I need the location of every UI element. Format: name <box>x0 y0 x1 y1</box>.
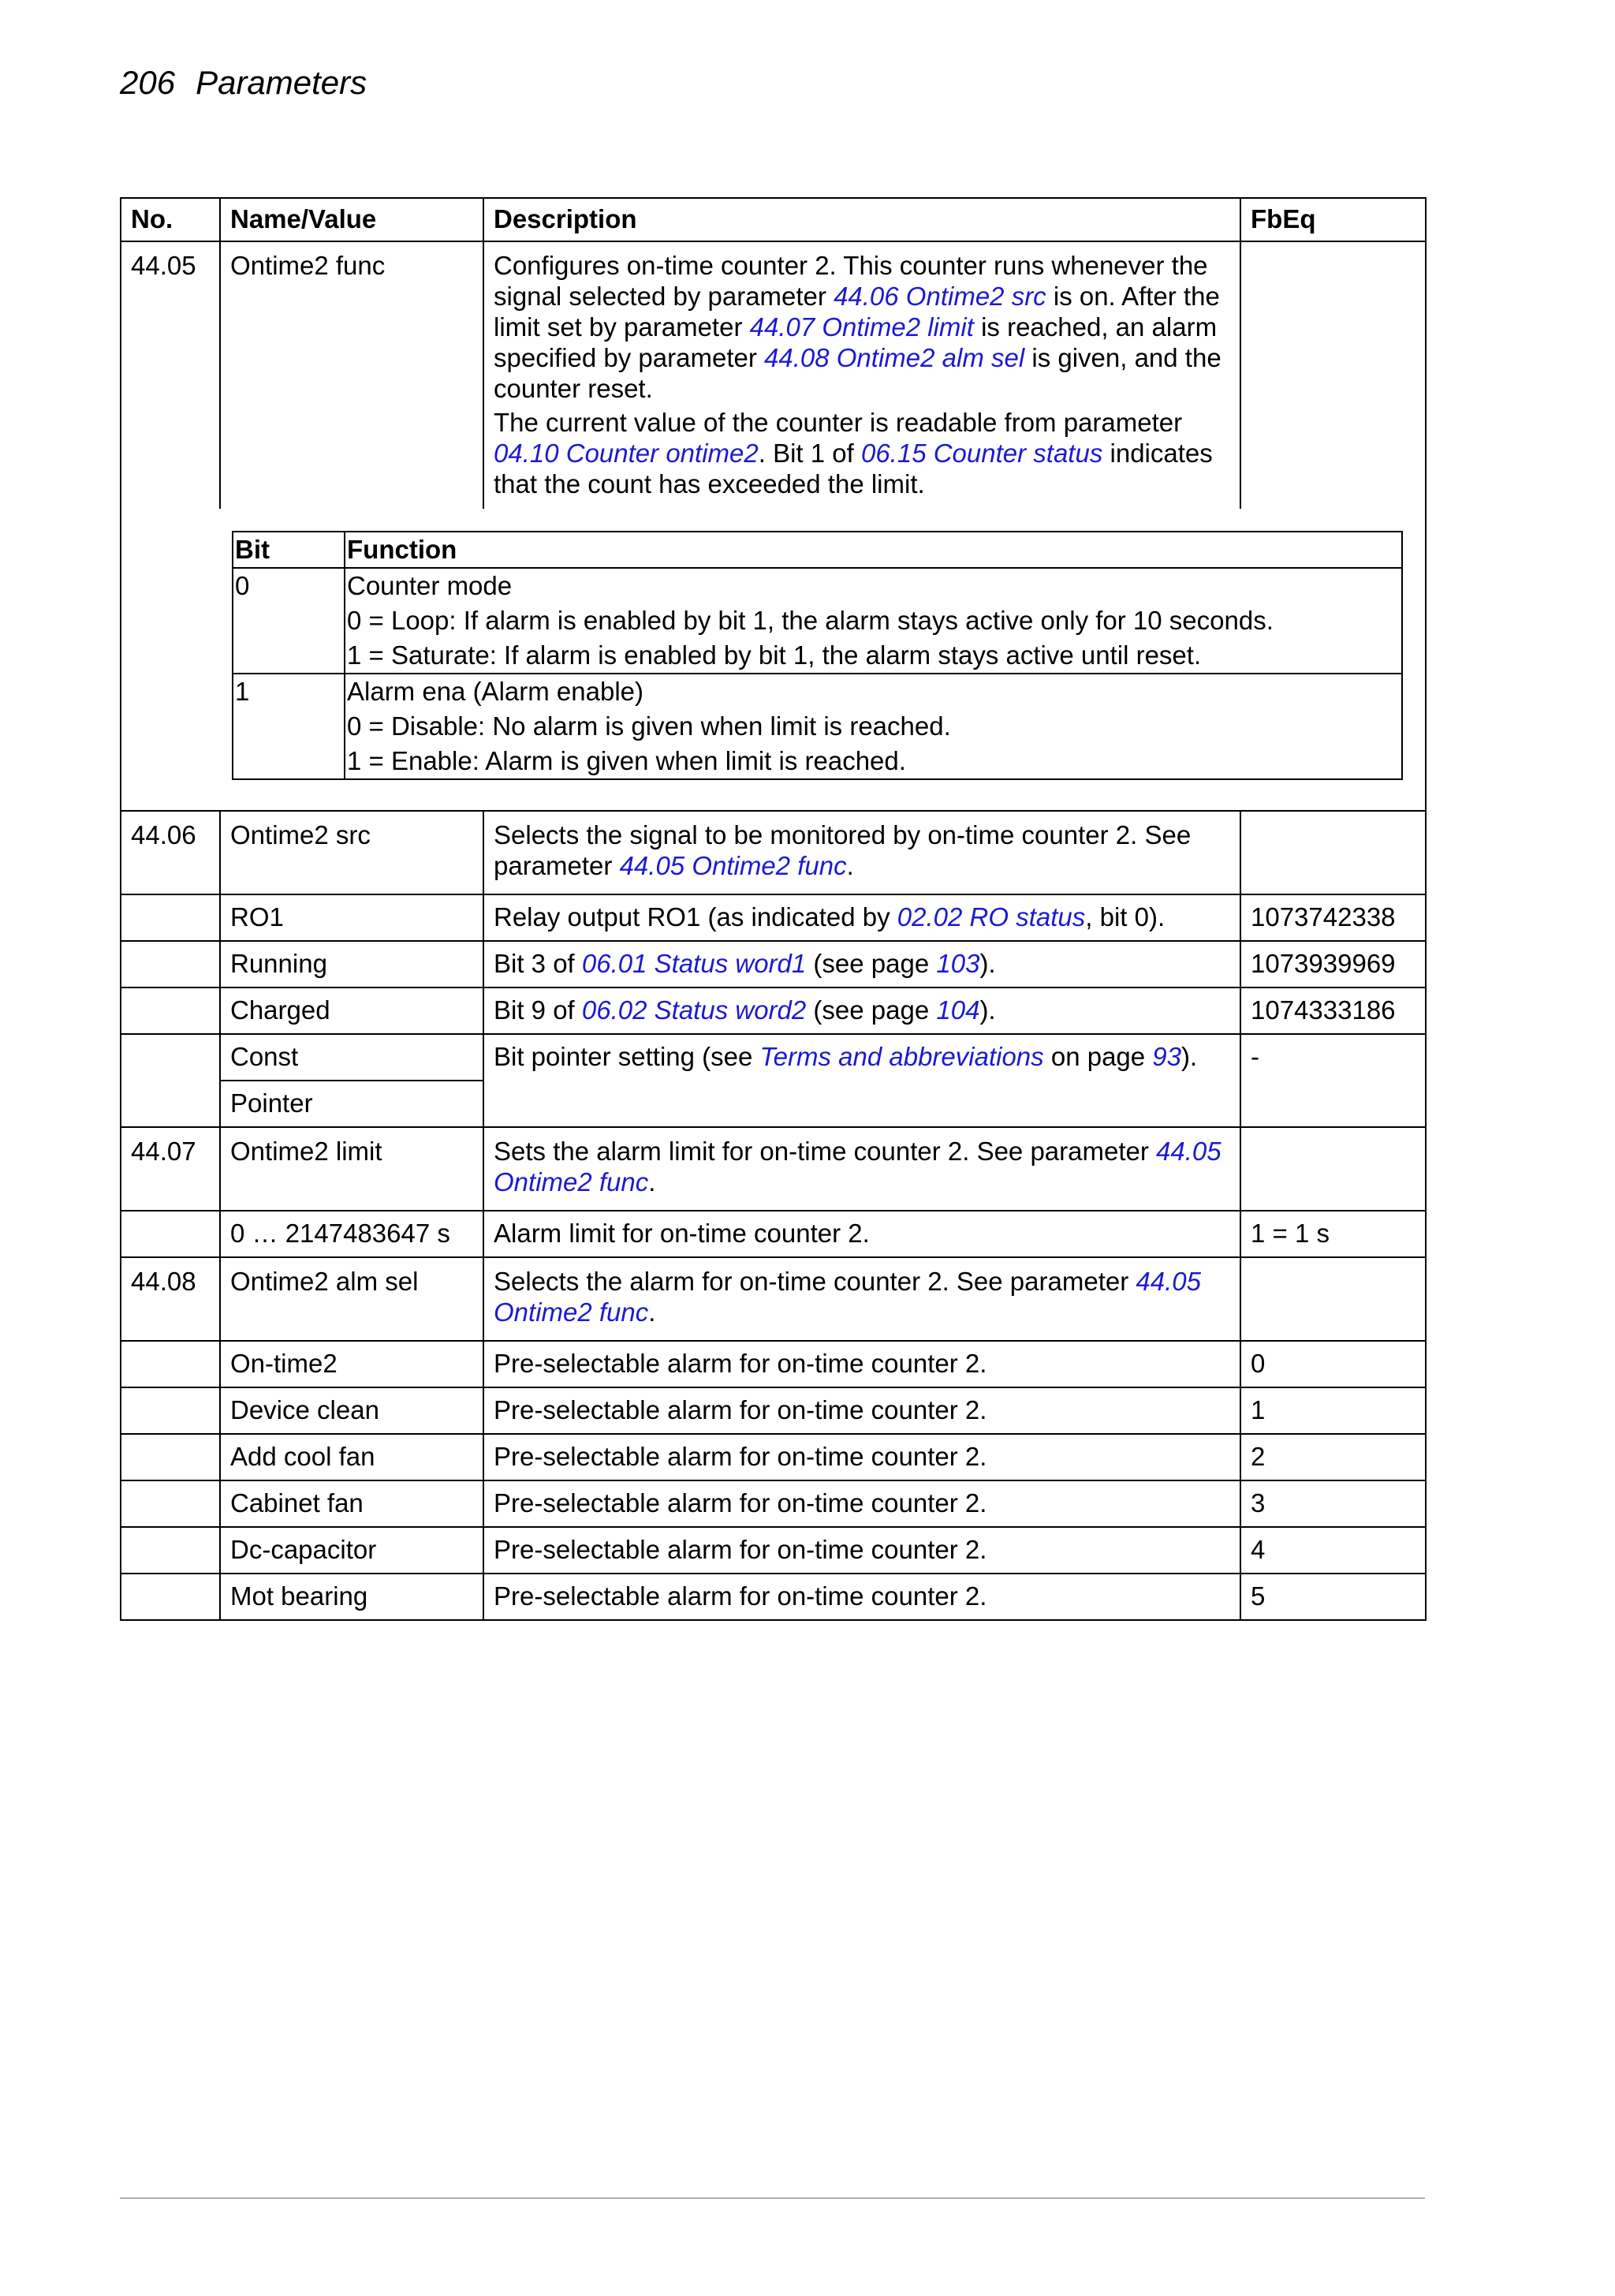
param-row-4407 <box>121 1127 1426 1211</box>
param-name: Ontime2 limit <box>220 1127 483 1211</box>
value-row <box>121 1480 1426 1527</box>
value-name: Running <box>220 941 483 987</box>
param-name: Ontime2 alm sel <box>220 1257 483 1341</box>
bit-function-table <box>232 531 1403 780</box>
value-description: Bit 3 of 06.01 Status word1 (see page 103). <box>483 941 1240 987</box>
value-fbeq: 3 <box>1240 1480 1426 1527</box>
value-description: Pre-selectable alarm for on-time counter 2. <box>483 1527 1240 1574</box>
page-header <box>120 66 367 99</box>
param-row-4408 <box>121 1257 1426 1341</box>
value-name: Mot bearing <box>220 1574 483 1620</box>
param-fbeq <box>1240 1127 1426 1211</box>
value-name: On-time2 <box>220 1341 483 1387</box>
value-row <box>121 1211 1426 1257</box>
value-name: Add cool fan <box>220 1434 483 1480</box>
parameter-table <box>120 197 1427 1621</box>
table-header-row <box>121 198 1426 241</box>
value-name: Charged <box>220 987 483 1034</box>
link-0202[interactable]: 02.02 RO status <box>897 902 1086 931</box>
param-fbeq <box>1240 241 1426 509</box>
value-description: Bit 9 of 06.02 Status word2 (see page 104). <box>483 987 1240 1034</box>
link-4405[interactable]: 44.05 Ontime2 func <box>619 851 847 880</box>
value-name: 0 … 2147483647 s <box>220 1211 483 1257</box>
param-no: 44.07 <box>121 1127 220 1211</box>
value-fbeq: 1073742338 <box>1240 894 1426 941</box>
bit-row <box>233 568 1402 674</box>
bit-number: 0 <box>233 568 345 674</box>
value-name: Const <box>220 1034 483 1081</box>
value-row <box>121 1034 1426 1081</box>
link-4408[interactable]: 44.08 Ontime2 alm sel <box>764 343 1025 372</box>
value-fbeq: - <box>1240 1034 1426 1127</box>
param-description: Configures on-time counter 2. This counter runs whenever the signal selected by parameter 44.06 Ontime2 src is on. After the limit set by parameter 44.07 Ontime2 limit is reached, an alarm specified by parameter 44.08 Ontime2 alm sel is given, and the counter reset. The current value of the counter is readable from parameter 04.10 Counter ontime2. Bit 1 of 06.15 Counter status indicates that the count has exceeded the limit. <box>483 241 1240 509</box>
value-row <box>121 1527 1426 1574</box>
value-description: Alarm limit for on-time counter 2. <box>483 1211 1240 1257</box>
value-fbeq: 5 <box>1240 1574 1426 1620</box>
value-fbeq: 1073939969 <box>1240 941 1426 987</box>
value-name: Device clean <box>220 1387 483 1434</box>
value-row <box>121 1341 1426 1387</box>
param-fbeq <box>1240 1257 1426 1341</box>
param-no: 44.08 <box>121 1257 220 1341</box>
link-page-103[interactable]: 103 <box>936 949 980 978</box>
value-fbeq: 0 <box>1240 1341 1426 1387</box>
param-row-4405 <box>121 241 1426 509</box>
value-description: Pre-selectable alarm for on-time counter 2. <box>483 1480 1240 1527</box>
param-no: 44.06 <box>121 811 220 894</box>
link-4405[interactable]: 44.05 Ontime2 func <box>494 1137 1222 1197</box>
param-row-4406 <box>121 811 1426 894</box>
value-name: Pointer <box>220 1081 483 1127</box>
param-name: Ontime2 func <box>220 241 483 509</box>
bit-function: Counter mode 0 = Loop: If alarm is enabled by bit 1, the alarm stays active only for 10 seconds. 1 = Saturate: If alarm is enabled by bit 1, the alarm stays active until reset. <box>345 568 1402 674</box>
col-header-fbeq: FbEq <box>1240 198 1426 241</box>
value-description: Relay output RO1 (as indicated by 02.02 RO status, bit 0). <box>483 894 1240 941</box>
value-fbeq: 1 = 1 s <box>1240 1211 1426 1257</box>
page-number: 206 <box>120 64 176 101</box>
link-4405[interactable]: 44.05 Ontime2 func <box>494 1267 1201 1327</box>
value-name: RO1 <box>220 894 483 941</box>
value-fbeq: 2 <box>1240 1434 1426 1480</box>
bit-function: Alarm ena (Alarm enable) 0 = Disable: No alarm is given when limit is reached. 1 = Enable: Alarm is given when limit is reached. <box>345 674 1402 779</box>
value-name: Cabinet fan <box>220 1480 483 1527</box>
link-page-104[interactable]: 104 <box>936 995 980 1025</box>
col-header-no: No. <box>121 198 220 241</box>
link-terms[interactable]: Terms and abbreviations <box>759 1042 1044 1071</box>
param-row-4405-bits <box>121 509 1426 811</box>
bit-number: 1 <box>233 674 345 779</box>
footer-rule <box>120 2197 1425 2199</box>
value-description: Pre-selectable alarm for on-time counter 2. <box>483 1341 1240 1387</box>
param-description: Selects the signal to be monitored by on-time counter 2. See parameter 44.05 Ontime2 func. <box>483 811 1240 894</box>
section-title: Parameters <box>196 64 367 101</box>
value-row <box>121 894 1426 941</box>
param-fbeq <box>1240 811 1426 894</box>
link-4406[interactable]: 44.06 Ontime2 src <box>834 282 1046 311</box>
link-0602[interactable]: 06.02 Status word2 <box>581 995 807 1025</box>
param-name: Ontime2 src <box>220 811 483 894</box>
value-row <box>121 1434 1426 1480</box>
function-header: Function <box>345 532 1402 568</box>
link-page-93[interactable]: 93 <box>1152 1042 1182 1071</box>
value-fbeq: 1074333186 <box>1240 987 1426 1034</box>
bit-row <box>233 674 1402 779</box>
link-4407[interactable]: 44.07 Ontime2 limit <box>749 312 974 342</box>
param-no: 44.05 <box>121 241 220 509</box>
link-0601[interactable]: 06.01 Status word1 <box>581 949 807 978</box>
link-0615[interactable]: 06.15 Counter status <box>860 439 1103 468</box>
value-description: Pre-selectable alarm for on-time counter 2. <box>483 1434 1240 1480</box>
value-description: Pre-selectable alarm for on-time counter 2. <box>483 1574 1240 1620</box>
value-row <box>121 987 1426 1034</box>
value-description: Pre-selectable alarm for on-time counter 2. <box>483 1387 1240 1434</box>
param-description: Selects the alarm for on-time counter 2. See parameter 44.05 Ontime2 func. <box>483 1257 1240 1341</box>
col-header-name: Name/Value <box>220 198 483 241</box>
value-row <box>121 941 1426 987</box>
col-header-description: Description <box>483 198 1240 241</box>
param-description: Sets the alarm limit for on-time counter 2. See parameter 44.05 Ontime2 func. <box>483 1127 1240 1211</box>
bit-header: Bit <box>233 532 345 568</box>
value-name: Dc-capacitor <box>220 1527 483 1574</box>
link-0410[interactable]: 04.10 Counter ontime2 <box>494 439 759 468</box>
value-description: Bit pointer setting (see Terms and abbreviations on page 93). <box>483 1034 1240 1127</box>
value-fbeq: 1 <box>1240 1387 1426 1434</box>
value-fbeq: 4 <box>1240 1527 1426 1574</box>
value-row <box>121 1387 1426 1434</box>
value-row <box>121 1574 1426 1620</box>
